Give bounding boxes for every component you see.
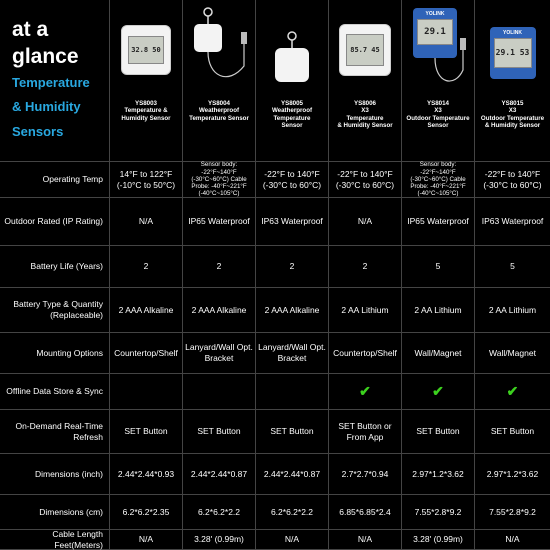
- title-line-2: glance: [12, 45, 79, 69]
- cell-dimensions-inch: 2.44*2.44*0.87: [183, 454, 256, 495]
- brand-label: YOLINK: [503, 30, 522, 36]
- cell-refresh: SET Button: [475, 410, 550, 454]
- cell-battery-type: 2 AAA Alkaline: [110, 288, 183, 333]
- cell-battery-type: 2 AAA Alkaline: [183, 288, 256, 333]
- lcd-display: 32.8 50: [128, 36, 164, 64]
- product-image-ys8006: [334, 6, 396, 94]
- cell-mounting-options: Wall/Magnet: [402, 333, 475, 374]
- cell-dimensions-cm: 7.55*2.8*9.2: [402, 495, 475, 530]
- row-label-operating-temp: Operating Temp: [0, 162, 110, 198]
- title-line-1: at a: [12, 18, 49, 41]
- title-block: [0, 0, 110, 162]
- cell-refresh: SET Button: [183, 410, 256, 454]
- check-icon: ✔: [402, 374, 475, 410]
- cell-cable-length: 3.28' (0.99m): [183, 530, 256, 550]
- cell-battery-life: 2: [183, 246, 256, 288]
- row-label-mounting-options: Mounting Options: [0, 333, 110, 374]
- cell-mounting-options: Lanyard/Wall Opt. Bracket: [183, 333, 256, 374]
- cell-battery-life: 2: [256, 246, 329, 288]
- product-image-ys8005: [261, 6, 323, 94]
- cell-mounting-options: Lanyard/Wall Opt. Bracket: [256, 333, 329, 374]
- cell-cable-length: N/A: [475, 530, 550, 550]
- product-ys8005: [256, 0, 329, 162]
- row-label-outdoor-rated: Outdoor Rated (IP Rating): [0, 198, 110, 246]
- product-name: YS8005 Weatherproof Temperature Sensor: [271, 100, 313, 130]
- cell-offline-data: [183, 374, 256, 410]
- cell-battery-type: 2 AA Lithium: [475, 288, 550, 333]
- cell-battery-life: 5: [475, 246, 550, 288]
- cell-dimensions-cm: 6.2*6.2*2.2: [256, 495, 329, 530]
- cell-battery-type: 2 AAA Alkaline: [256, 288, 329, 333]
- cell-battery-life: 2: [110, 246, 183, 288]
- cell-operating-temp: 14°F to 122°F (-10°C to 50°C): [110, 162, 183, 198]
- cell-dimensions-inch: 2.44*2.44*0.87: [256, 454, 329, 495]
- probe-cable-icon: [407, 6, 469, 94]
- product-ys8014: [402, 0, 475, 162]
- cell-dimensions-cm: 7.55*2.8*9.2: [475, 495, 550, 530]
- cell-mounting-options: Countertop/Shelf: [110, 333, 183, 374]
- product-image-ys8014: [407, 6, 469, 94]
- product-name: YS8003 Temperature & Humidity Sensor: [121, 100, 171, 122]
- product-image-ys8015: [482, 6, 544, 94]
- row-label-refresh: On-Demand Real-Time Refresh: [0, 410, 110, 454]
- product-ys8015: [475, 0, 550, 162]
- row-label-dimensions-cm: Dimensions (cm): [0, 495, 110, 530]
- cell-cable-length: N/A: [110, 530, 183, 550]
- row-label-battery-type: Battery Type & Quantity (Replaceable): [0, 288, 110, 333]
- cell-cable-length: N/A: [329, 530, 402, 550]
- weatherproof-sensor-icon: [261, 6, 323, 94]
- row-label-offline-data: Offline Data Store & Sync: [0, 374, 110, 410]
- cell-cable-length: N/A: [256, 530, 329, 550]
- cell-dimensions-inch: 2.44*2.44*0.93: [110, 454, 183, 495]
- cell-outdoor-rated: IP63 Waterproof: [475, 198, 550, 246]
- row-label-battery-life: Battery Life (Years): [0, 246, 110, 288]
- probe-sensor-icon: [188, 6, 250, 94]
- cell-operating-temp: -22°F to 140°F (-30°C to 60°C): [329, 162, 402, 198]
- cell-dimensions-cm: 6.2*6.2*2.35: [110, 495, 183, 530]
- cell-battery-type: 2 AA Lithium: [402, 288, 475, 333]
- cell-operating-temp: Sensor body: -22°F~140°F (-30°C~60°C) Cable Probe: -40°F~221°F (-40°C~105°C): [402, 162, 475, 198]
- cell-mounting-options: Countertop/Shelf: [329, 333, 402, 374]
- cell-dimensions-inch: 2.7*2.7*0.94: [329, 454, 402, 495]
- cell-dimensions-cm: 6.2*6.2*2.2: [183, 495, 256, 530]
- lcd-display: 85.7 45: [346, 34, 384, 66]
- title-line-4: & Humidity: [12, 99, 81, 115]
- product-ys8006: [329, 0, 402, 162]
- product-name: YS8015 X3 Outdoor Temperature & Humidity Sensor: [480, 100, 545, 130]
- product-image-ys8003: [115, 6, 177, 94]
- cell-outdoor-rated: N/A: [329, 198, 402, 246]
- cell-operating-temp: -22°F to 140°F (-30°C to 60°C): [256, 162, 329, 198]
- product-name: YS8004 Weatherproof Temperature Sensor: [189, 100, 249, 122]
- title-line-3: Temperature: [12, 74, 90, 90]
- cell-refresh: SET Button: [110, 410, 183, 454]
- cell-battery-life: 2: [329, 246, 402, 288]
- product-image-ys8004: [188, 6, 250, 94]
- row-label-cable-length: Cable Length Feet(Meters): [0, 530, 110, 550]
- title-line-5: Sensors: [12, 123, 64, 139]
- brand-label: YOLINK: [425, 11, 445, 17]
- lcd-display: 29.1: [417, 19, 453, 45]
- cell-battery-type: 2 AA Lithium: [329, 288, 402, 333]
- cell-cable-length: 3.28' (0.99m): [402, 530, 475, 550]
- check-icon: ✔: [329, 374, 402, 410]
- cell-offline-data: [110, 374, 183, 410]
- product-name: YS8006 X3 Temperature & Humidity Sensor: [337, 100, 393, 130]
- cell-offline-data: [256, 374, 329, 410]
- cell-operating-temp: -22°F to 140°F (-30°C to 60°C): [475, 162, 550, 198]
- cell-dimensions-cm: 6.85*6.85*2.4: [329, 495, 402, 530]
- cell-battery-life: 5: [402, 246, 475, 288]
- product-ys8004: [183, 0, 256, 162]
- cell-refresh: SET Button: [256, 410, 329, 454]
- cell-refresh: SET Button or From App: [329, 410, 402, 454]
- lcd-display: 29.1 53: [494, 38, 532, 68]
- cell-operating-temp: Sensor body: -22°F~140°F (-30°C~60°C) Cable Probe: -40°F~221°F (-40°C~105°C): [183, 162, 256, 198]
- product-ys8003: [110, 0, 183, 162]
- cell-mounting-options: Wall/Magnet: [475, 333, 550, 374]
- row-label-dimensions-inch: Dimensions (inch): [0, 454, 110, 495]
- cell-dimensions-inch: 2.97*1.2*3.62: [402, 454, 475, 495]
- cell-outdoor-rated: N/A: [110, 198, 183, 246]
- cell-outdoor-rated: IP63 Waterproof: [256, 198, 329, 246]
- cell-outdoor-rated: IP65 Waterproof: [402, 198, 475, 246]
- product-name: YS8014 X3 Outdoor Temperature Sensor: [406, 100, 470, 130]
- cell-outdoor-rated: IP65 Waterproof: [183, 198, 256, 246]
- cell-refresh: SET Button: [402, 410, 475, 454]
- cell-dimensions-inch: 2.97*1.2*3.62: [475, 454, 550, 495]
- check-icon: ✔: [475, 374, 550, 410]
